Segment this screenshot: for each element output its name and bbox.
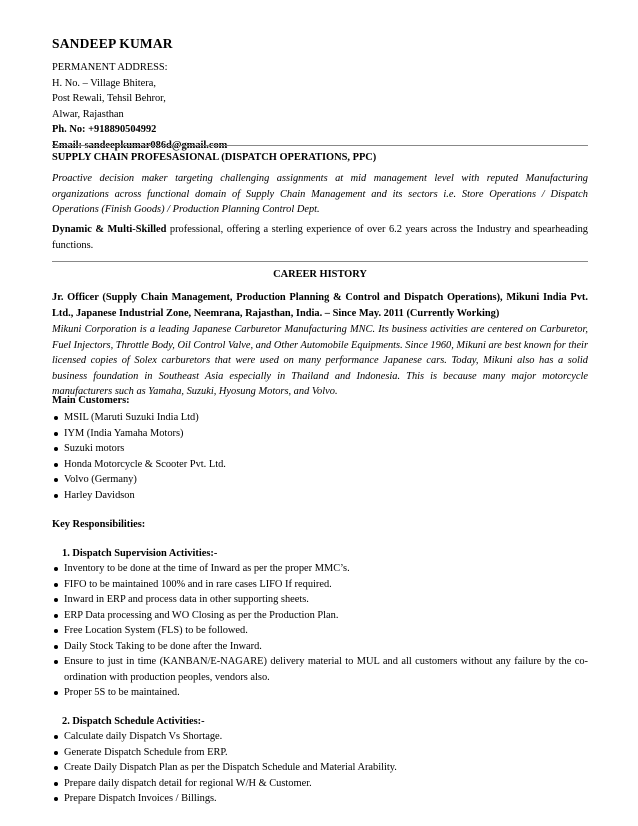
- candidate-name: SANDEEP KUMAR: [52, 36, 173, 51]
- divider: [52, 145, 588, 146]
- list-item: Harley Davidson: [52, 488, 588, 504]
- company-description: Mikuni Corporation is a leading Japanese Carburetor Manufacturing MNC. Its business activities are centered on Carburetor, Fuel Injectors, Throttle Body, Oil Control Valve, and Other Automobile Equipments. Since 1960, Mikuni are best known for their licensed copies of Solex carburetors that were used on many performance Japanese cars. Today, Mikuni also has a solid business foundation in Southeast Asia especially in Thailand and Indonesia. This is because many major motorcycle manufacturers such as Yamaha, Suzuki, Hyosung Motors, and Volvo.: [52, 324, 588, 397]
- customers-label: Main Customers:: [52, 395, 130, 406]
- list-item: Ensure to just in time (KANBAN/E-NAGARE) delivery material to MUL and all customers without any failure by the co-ordination with production peoples, vendors also.: [52, 654, 588, 685]
- address-line: Alwar, Rajasthan: [52, 108, 124, 120]
- bullet-icon: [54, 629, 58, 633]
- list-item: IYM (India Yamaha Motors): [52, 426, 588, 442]
- list-item: Volvo (Germany): [52, 472, 588, 488]
- list-item: Inward in ERP and process data in other supporting sheets.: [52, 592, 588, 608]
- bullet-icon: [54, 797, 58, 801]
- bullet-icon: [54, 416, 58, 420]
- list-item: Create Daily Dispatch Plan as per the Dispatch Schedule and Material Arability.: [52, 760, 588, 776]
- address-block: [52, 60, 588, 153]
- dispatch-supervision-list: [52, 561, 588, 701]
- bullet-icon: [54, 751, 58, 755]
- skills-emphasis: Dynamic & Multi-Skilled: [52, 224, 167, 235]
- list-item: Generate Dispatch Schedule from ERP.: [52, 745, 588, 761]
- responsibilities-label: Key Responsibilities:: [52, 519, 146, 530]
- profile-skills: [52, 222, 588, 253]
- bullet-icon: [54, 432, 58, 436]
- list-item: Free Location System (FLS) to be followed.: [52, 623, 588, 639]
- divider: [52, 261, 588, 262]
- list-item: Calculate daily Dispatch Vs Shortage.: [52, 729, 588, 745]
- skills-text: professional, offering a sterling experience of over 6.2 years across the Industry and spearheading functions.: [52, 224, 588, 251]
- list-item: MSIL (Maruti Suzuki India Ltd): [52, 410, 588, 426]
- bullet-icon: [54, 766, 58, 770]
- list-item: Inventory to be done at the time of Inward as per the proper MMC’s.: [52, 561, 588, 577]
- bullet-icon: [54, 691, 58, 695]
- list-item: Honda Motorcycle & Scooter Pvt. Ltd.: [52, 457, 588, 473]
- profile-title: SUPPLY CHAIN PROFESASIONAL (DISPATCH OPERATIONS, PPC): [52, 152, 377, 163]
- bullet-icon: [54, 478, 58, 482]
- email-address: Email: sandeepkumar086d@gmail.com: [52, 139, 228, 151]
- bullet-icon: [54, 735, 58, 739]
- bullet-icon: [54, 494, 58, 498]
- address-line: H. No. – Village Bhitera,: [52, 77, 156, 89]
- address-line: Post Rewali, Tehsil Behror,: [52, 93, 166, 104]
- bullet-icon: [54, 583, 58, 587]
- profile-summary: Proactive decision maker targeting challenging assignments at mid management level with reputed Manufacturing organizations across functional domain of Supply Chain Management and its sectors i.e. Store Operations / Dispatch Operations (Finish Goods) / Production Planning Control Dept.: [52, 173, 588, 215]
- list-item: Prepare Dispatch Invoices / Billings.: [52, 791, 588, 807]
- job-title: Jr. Officer (Supply Chain Management, Production Planning & Control and Dispatch Operations), Mikuni India Pvt. Ltd., Japanese Industrial Zone, Neemrana, Rajasthan, India. – Since May. 2011 (Currently Working): [52, 292, 588, 319]
- list-item: Prepare daily dispatch detail for regional W/H & Customer.: [52, 776, 588, 792]
- dispatch-supervision-title: 1. Dispatch Supervision Activities:-: [62, 548, 218, 559]
- bullet-icon: [54, 614, 58, 618]
- customers-list: [52, 410, 588, 503]
- dispatch-schedule-list: [52, 729, 588, 807]
- bullet-icon: [54, 598, 58, 602]
- list-item: FIFO to be maintained 100% and in rare cases LIFO If required.: [52, 577, 588, 593]
- list-item: Suzuki motors: [52, 441, 588, 457]
- dispatch-schedule-title: 2. Dispatch Schedule Activities:-: [62, 716, 205, 727]
- bullet-icon: [54, 463, 58, 467]
- career-heading: CAREER HISTORY: [273, 269, 367, 280]
- bullet-icon: [54, 645, 58, 649]
- address-label: PERMANENT ADDRESS:: [52, 62, 168, 73]
- list-item: Daily Stock Taking to be done after the Inward.: [52, 639, 588, 655]
- list-item: Proper 5S to be maintained.: [52, 685, 588, 701]
- bullet-icon: [54, 660, 58, 664]
- bullet-icon: [54, 782, 58, 786]
- phone-number: Ph. No: +918890504992: [52, 124, 157, 135]
- bullet-icon: [54, 447, 58, 451]
- list-item: ERP Data processing and WO Closing as per the Production Plan.: [52, 608, 588, 624]
- bullet-icon: [54, 567, 58, 571]
